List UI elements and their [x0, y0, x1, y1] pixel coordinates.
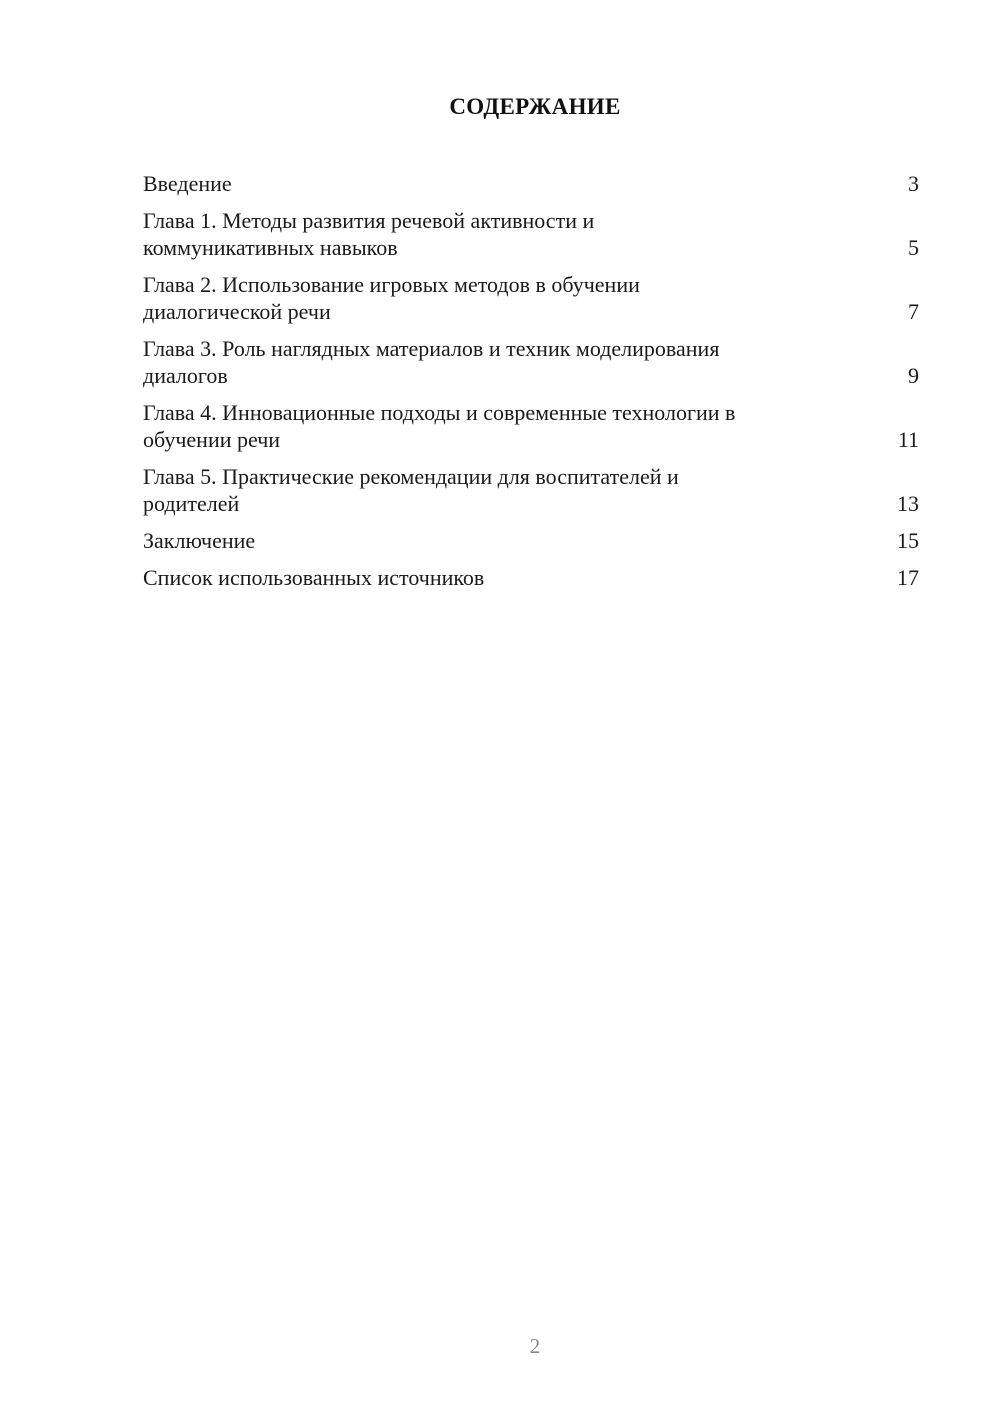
toc-entry-label	[143, 271, 889, 325]
toc-entry-line: Заключение	[143, 528, 256, 553]
toc-entry-line: Глава 2. Использование игровых методов в обучении	[143, 272, 640, 297]
toc-entry-label	[143, 335, 889, 389]
page-title: СОДЕРЖАНИЕ	[449, 94, 621, 119]
toc-entry-references	[143, 564, 919, 591]
toc-entry-conclusion	[143, 527, 919, 554]
toc-entry-line: диалогов	[143, 363, 228, 388]
page-number: 2	[529, 1334, 541, 1358]
toc-entry-line: Введение	[143, 171, 232, 196]
toc-entry-chapter-4	[143, 399, 919, 453]
toc-entry-chapter-3	[143, 335, 919, 389]
toc-entry-introduction	[143, 170, 919, 197]
toc-entry-line: обучении речи	[143, 427, 281, 452]
toc-entry-page: 3	[908, 171, 919, 196]
toc-entry-page: 9	[908, 363, 919, 388]
toc-entry-line: Глава 3. Роль наглядных материалов и техник моделирования	[143, 336, 720, 361]
toc-entry-line: Глава 1. Методы развития речевой активности и	[143, 208, 595, 233]
toc-entry-label	[143, 463, 889, 517]
toc-entry-line: коммуникативных навыков	[143, 235, 398, 260]
toc-entry-label	[143, 527, 889, 554]
toc-entry-line: Список использованных источников	[143, 565, 485, 590]
toc-entry-page: 7	[908, 299, 919, 324]
toc-entry-line: родителей	[143, 491, 240, 516]
toc-entry-chapter-2	[143, 271, 919, 325]
toc-entry-line: Глава 4. Инновационные подходы и современные технологии в	[143, 400, 736, 425]
toc-entry-page: 13	[897, 491, 919, 516]
toc-entry-label	[143, 170, 889, 197]
table-of-contents	[143, 170, 919, 601]
toc-entry-page: 5	[908, 235, 919, 260]
toc-entry-label	[143, 207, 889, 261]
toc-entry-label	[143, 399, 889, 453]
toc-entry-label	[143, 564, 889, 591]
toc-entry-page: 11	[897, 427, 919, 452]
toc-entry-line: Глава 5. Практические рекомендации для воспитателей и	[143, 464, 679, 489]
toc-entry-page: 15	[897, 528, 919, 553]
toc-entry-chapter-5	[143, 463, 919, 517]
toc-entry-chapter-1	[143, 207, 919, 261]
toc-entry-page: 17	[897, 565, 919, 590]
toc-entry-line: диалогической речи	[143, 299, 331, 324]
